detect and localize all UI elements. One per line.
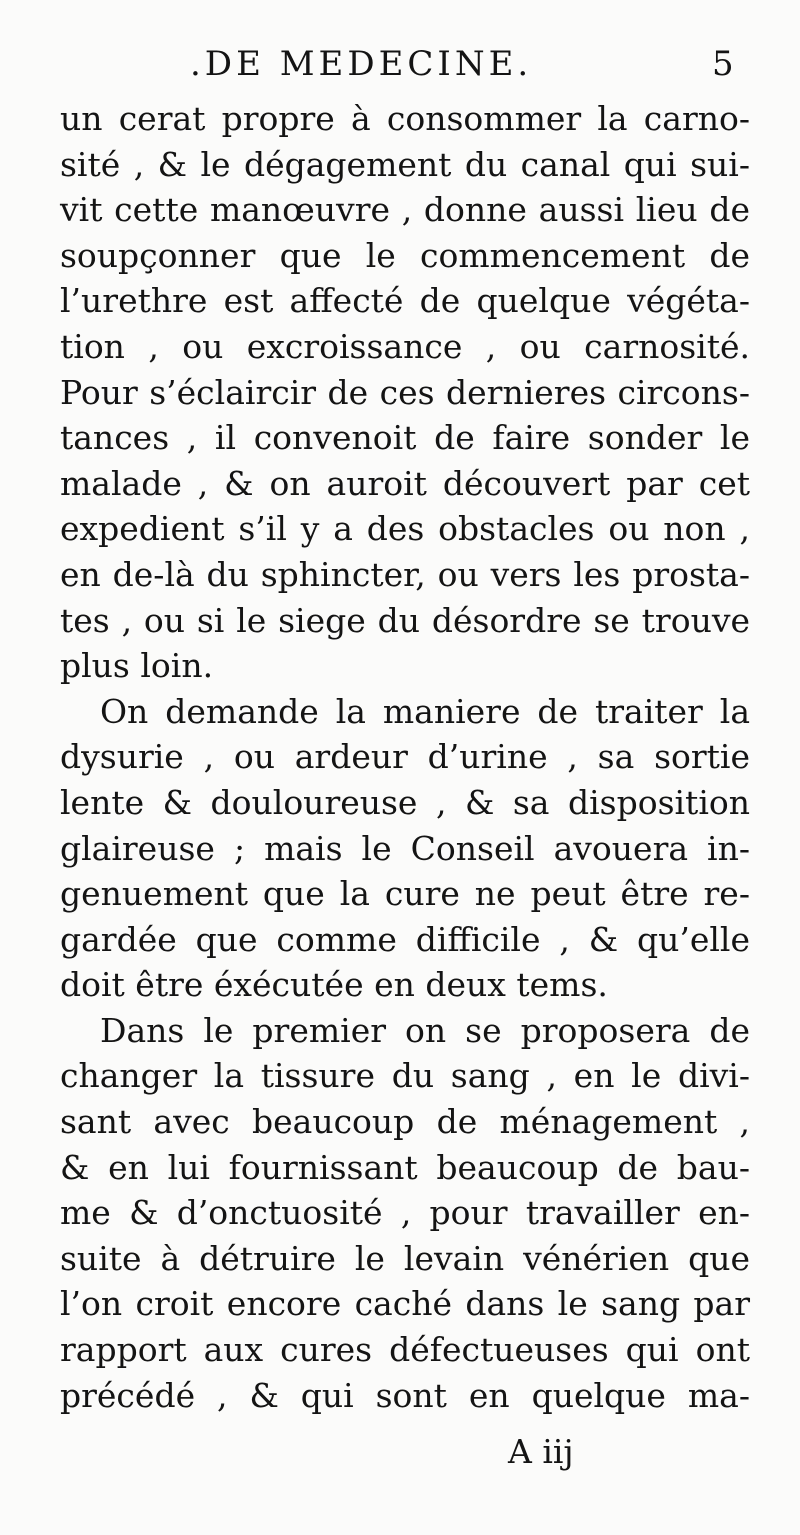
paragraph-end-line: doit être éxécutée en deux tems. [60,965,608,1005]
text-line: suite à détruire le levain vénérien que [60,1238,750,1278]
text-line: tion , ou excroissance , ou carnosité. [60,326,750,366]
text-line: soupçonner que le commencement de [60,235,750,275]
text-line: en de-là du sphincter, ou vers les prosta- [60,554,750,594]
text-line: tes , ou si le siege du désordre se trouve [60,600,750,640]
text-line: lente & douloureuse , & sa disposition [60,782,750,822]
text-line: Pour s’éclaircir de ces dernieres circons- [60,372,750,412]
text-line: & en lui fournissant beaucoup de bau- [60,1147,750,1187]
paragraph-start-line: Dans le premier on se proposera de [100,1010,750,1050]
text-line: me & d’onctuosité , pour travailler en- [60,1193,750,1233]
text-line: dysurie , ou ardeur d’urine , sa sortie [60,737,750,777]
running-header: .DE MEDECINE. [190,44,533,84]
text-line: gardée que comme difficile , & qu’elle [60,919,750,959]
text-line: changer la tissure du sang , en le divi- [60,1056,750,1096]
text-line: glaireuse ; mais le Conseil avouera in- [60,828,750,868]
text-line: l’urethre est affecté de quelque végéta- [60,281,750,321]
body-text [60,96,750,1418]
text-line: un cerat propre à consommer la carno- [60,99,750,138]
text-line: genuement que la cure ne peut être re- [60,874,750,914]
signature-mark: A iij [508,1432,574,1471]
text-line: l’on croit encore caché dans le sang par [60,1284,750,1324]
text-line: vit cette manœuvre , donne aussi lieu de [60,190,750,230]
text-line: malade , & on auroit découvert par cet [60,463,750,503]
text-line: sant avec beaucoup de ménagement , [60,1102,750,1142]
text-line: sité , & le dégagement du canal qui sui- [60,144,750,184]
paragraph-start-line: On demande la maniere de traiter la [100,691,750,731]
text-line: expedient s’il y a des obstacles ou non , [60,509,750,549]
text-line: tances , il convenoit de faire sonder le [60,418,750,458]
text-line: précédé , & qui sont en quelque ma- [60,1375,750,1415]
page-number: 5 [712,44,734,84]
text-line: rapport aux cures défectueuses qui ont [60,1330,750,1370]
paragraph-end-line: plus loin. [60,646,214,686]
